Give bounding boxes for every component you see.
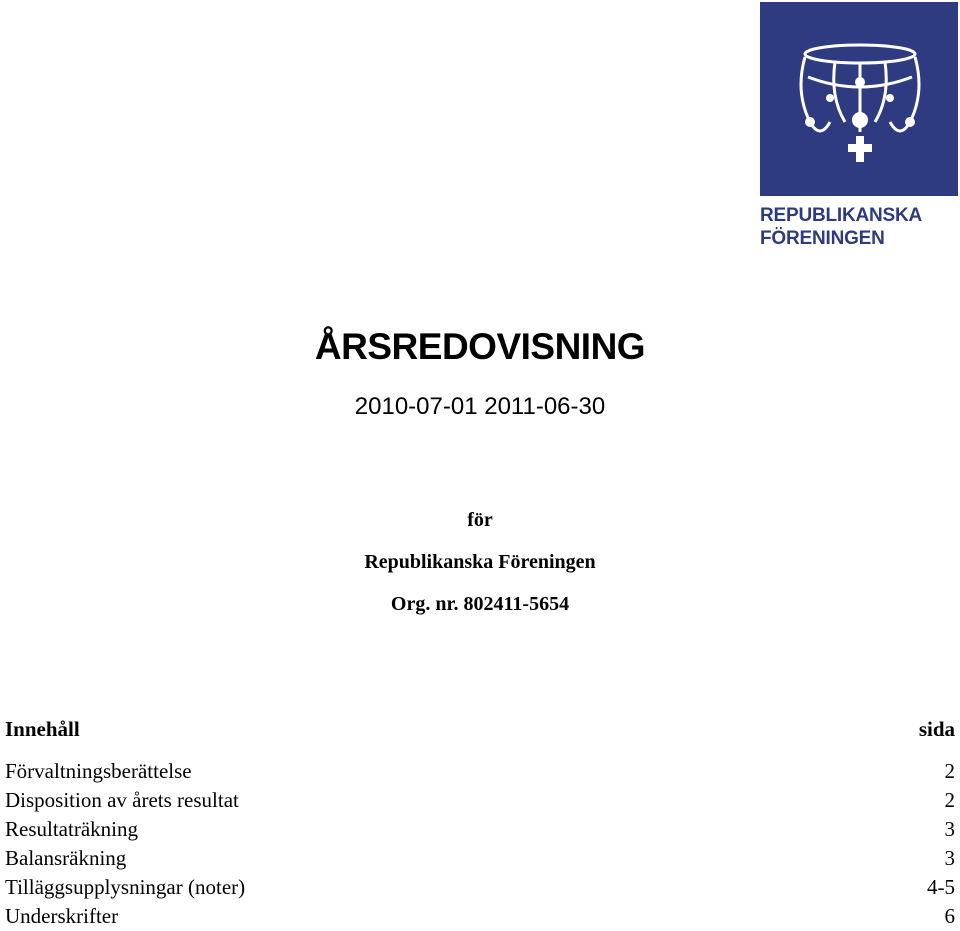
- toc-item-page: 2: [944, 788, 955, 812]
- toc-row: [5, 902, 955, 931]
- toc-row: [5, 844, 955, 873]
- document-title: ÅRSREDOVISNING: [314, 326, 646, 367]
- toc-item-page: 4-5: [927, 875, 955, 899]
- toc-row: [5, 873, 955, 902]
- toc-item-label: Tilläggsupplysningar (noter): [5, 875, 246, 899]
- toc-row: [5, 757, 955, 786]
- toc-heading: Innehåll: [5, 717, 80, 741]
- toc-row: [5, 815, 955, 844]
- logo-wordmark: [760, 204, 960, 250]
- report-period: 2010-07-01 2011-06-30: [354, 393, 606, 420]
- for-label: för: [467, 509, 493, 531]
- toc-page-heading: sida: [918, 717, 955, 741]
- toc-item-label: Förvaltningsberättelse: [5, 759, 192, 783]
- toc-item-page: 2: [944, 759, 955, 783]
- toc-row: [5, 786, 955, 815]
- toc-item-page: 6: [944, 904, 955, 928]
- organization-name: Republikanska Föreningen: [364, 551, 596, 573]
- logo-text-line1: REPUBLIKANSKA: [760, 205, 923, 226]
- table-of-contents: [5, 757, 955, 931]
- crown-icon: [760, 2, 958, 196]
- organization-number: Org. nr. 802411-5654: [390, 593, 570, 615]
- toc-item-page: 3: [944, 817, 955, 841]
- logo: [760, 2, 958, 196]
- toc-item-label: Underskrifter: [5, 904, 119, 928]
- toc-item-label: Resultaträkning: [5, 817, 138, 841]
- toc-item-page: 3: [944, 846, 955, 870]
- logo-text-line2: FÖRENINGEN: [760, 228, 885, 249]
- toc-item-label: Balansräkning: [5, 846, 127, 870]
- toc-item-label: Disposition av årets resultat: [5, 788, 239, 812]
